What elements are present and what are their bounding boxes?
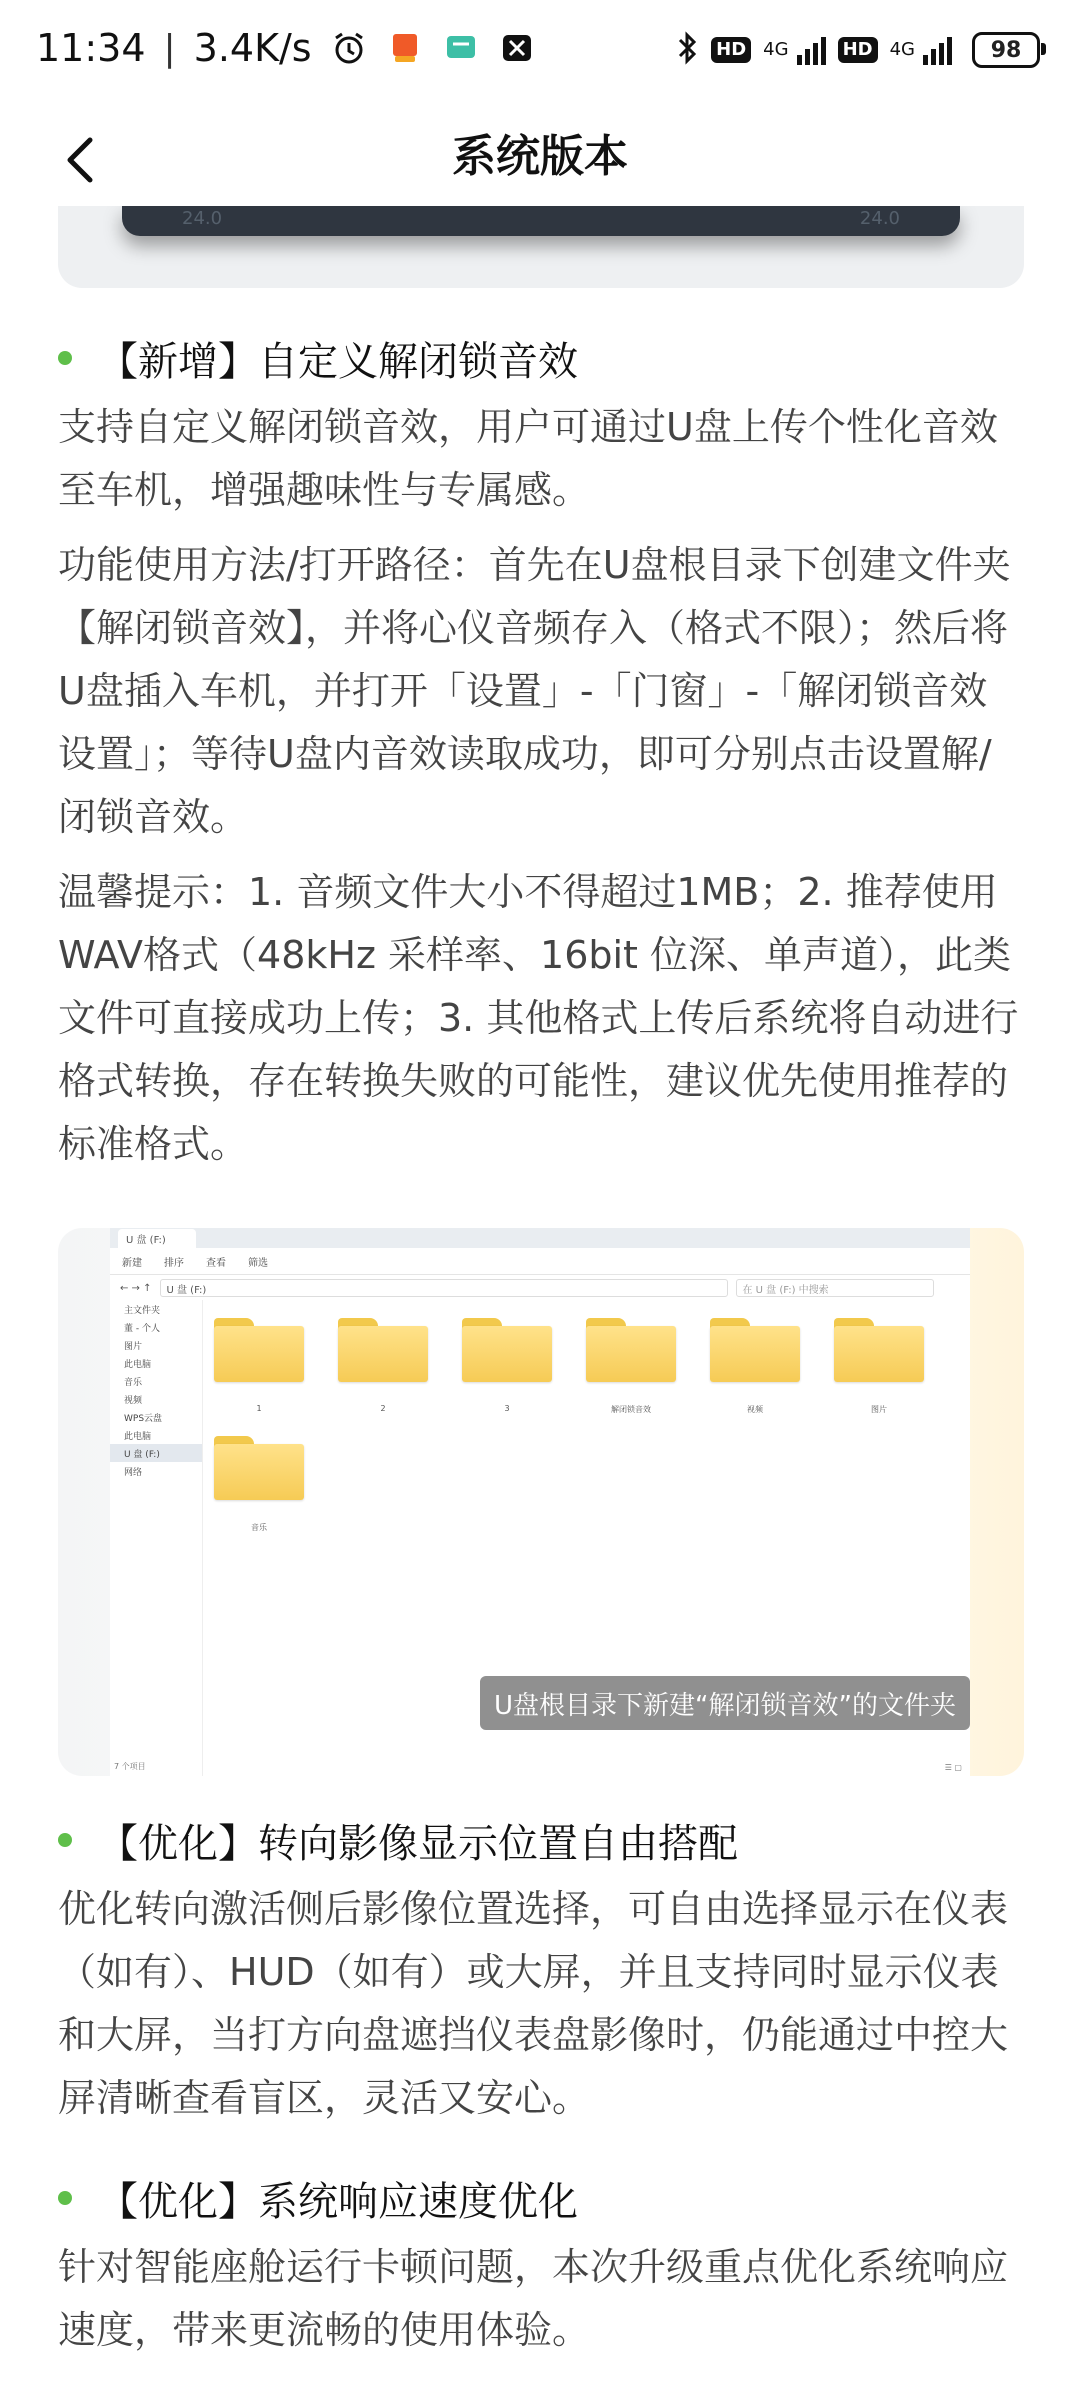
address-bar: U 盘 (F:) [160,1279,728,1297]
explorer-search: 在 U 盘 (F:) 中搜索 [736,1279,934,1297]
page-title: 系统版本 [452,131,628,182]
folder-icon: 1 [214,1318,304,1413]
section-title: 【优化】系统响应速度优化 [98,2178,578,2225]
paragraph: 功能使用方法/打开路径：首先在U盘根目录下创建文件夹【解闭锁音效】，并将心仪音频存入（格式不限）；然后将U盘插入车机，并打开「设置」-「门窗」-「解闭锁音效设置」；等待U盘内音效读取成功，即可分别点击设置解/闭锁音效。 [58,543,1011,839]
paragraph: 支持自定义解闭锁音效，用户可通过U盘上传个性化音效至车机，增强趣味性与专属感。 [58,405,998,512]
nav-arrows-icon: ← → ↑ [120,1282,152,1294]
status-bar: 11:34 | 3.4K/s HD 4G HD 4G 98 [0,0,1080,108]
explorer-sidebar: 主文件夹 董 - 个人 图片 此电脑 音乐 视频 WPS云盘 此电脑 U 盘 (F:) 网络 [110,1300,203,1776]
network-type-2: 4G [889,39,915,60]
nav-bar [0,108,1080,208]
hd-badge: HD [711,37,751,63]
figure-caption: U盘根目录下新建“解闭锁音效”的文件夹 [480,1676,970,1730]
item-count: 7 个项目 [114,1762,146,1771]
new-button: 新建 [122,1257,142,1269]
explorer-screenshot [58,1228,1024,1776]
signal-icon-2 [923,35,952,65]
paragraph: 优化转向激活侧后影像位置选择，可自由选择显示在仪表（如有）、HUD（如有）或大屏，并且支持同时显示仪表和大屏，当打方向盘遮挡仪表盘影像时，仍能通过中控大屏清晰查看盲区，灵活又安心。 [58,1887,1009,2120]
folder-icon: 2 [338,1318,428,1413]
paragraph: 针对智能座舱运行卡顿问题，本次升级重点优化系统响应速度，带来更流畅的使用体验。 [58,2245,1009,2352]
dashboard-screen: 24.0 24.0 [122,206,960,236]
clock: 11:34 [36,26,146,70]
bullet-dot [58,1833,72,1847]
view-toggle-icon: ☰ ▢ [944,1763,962,1772]
section-list-2 [58,1802,1024,2362]
sort-button: 排序 [164,1257,184,1269]
folder-icon: 图片 [834,1318,924,1415]
hd-badge-2: HD [838,37,878,63]
view-button: 查看 [206,1257,226,1269]
section-title: 【优化】转向影像显示位置自由搭配 [98,1820,738,1867]
signal-icon [797,35,826,65]
app-notification-icon [386,29,424,67]
close-app-icon [498,29,536,67]
network-speed: 3.4K/s [193,26,312,70]
network-type: 4G [763,39,789,60]
folder-icon: 3 [462,1318,552,1413]
bullet-dot [58,2191,72,2205]
bluetooth-icon [675,30,699,70]
alarm-icon [330,29,368,67]
folder-icon: 音乐 [214,1436,304,1533]
chat-app-icon [442,29,480,67]
filter-button: 筛选 [248,1257,268,1269]
dashboard-image [58,206,1024,288]
battery-level: 98 [990,37,1022,63]
bullet-dot [58,351,72,365]
folder-icon: 视频 [710,1318,800,1415]
section-custom-lock-sound [58,320,1024,1176]
battery-icon [972,32,1040,68]
paragraph: 温馨提示：1. 音频文件大小不得超过1MB；2. 推荐使用WAV格式（48kHz 采样率、16bit 位深、单声道），此类文件可直接成功上传；3. 其他格式上传后系统将自动进行格式转换，存在转换失败的可能性，建议优先使用推荐的标准格式。 [58,870,1019,1166]
explorer-tab: U 盘 (F:) [118,1229,196,1248]
section-title: 【新增】自定义解闭锁音效 [98,338,578,385]
folder-icon: 解闭锁音效 [586,1318,676,1415]
